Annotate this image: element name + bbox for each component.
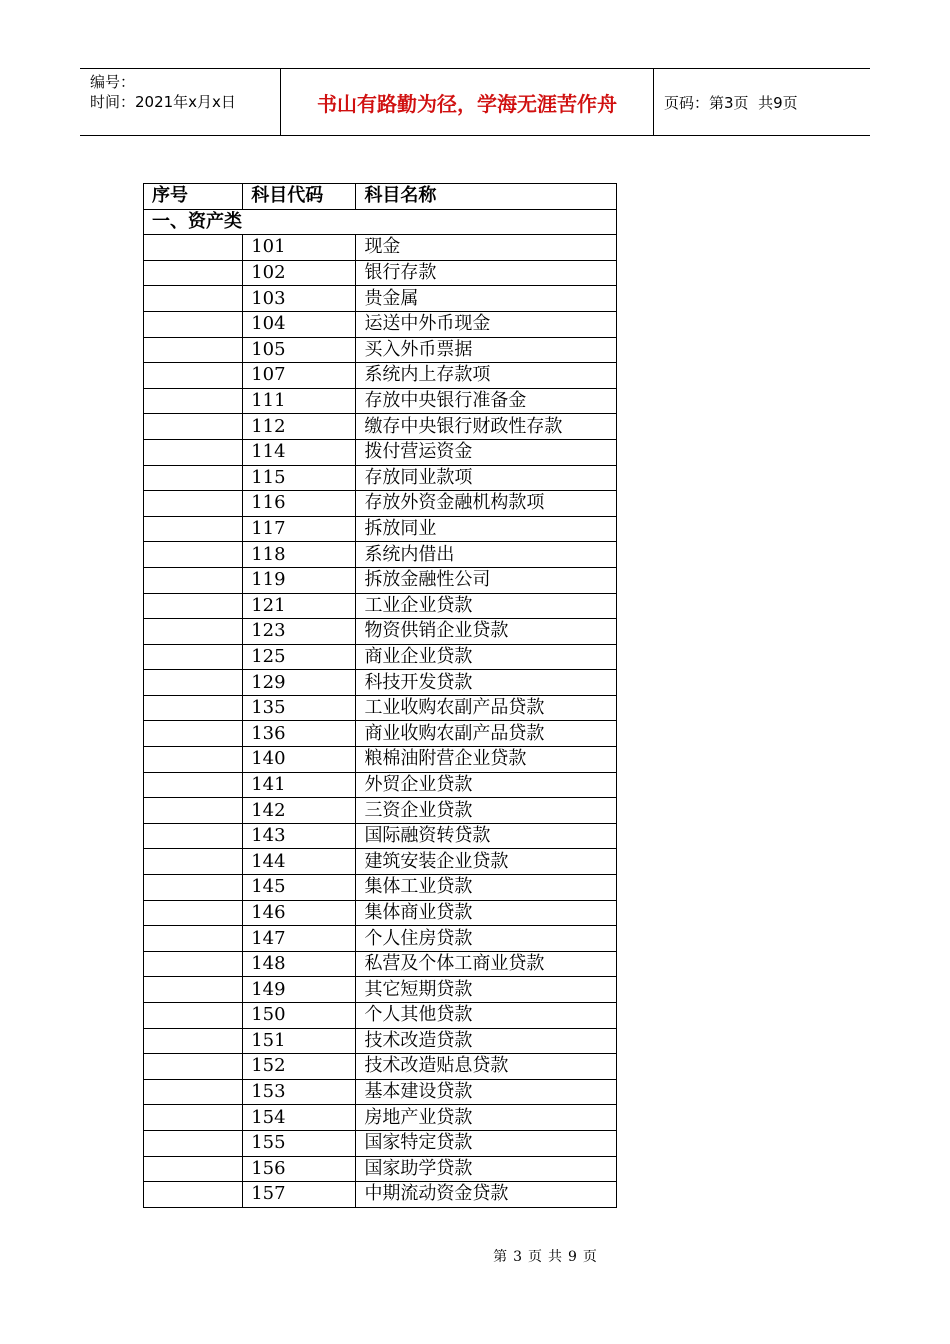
table-row bbox=[144, 516, 617, 542]
row-code-cell: 141 bbox=[243, 772, 356, 798]
table-row bbox=[144, 593, 617, 619]
row-name-cell: 基本建设贷款 bbox=[356, 1079, 617, 1105]
table-row bbox=[144, 542, 617, 568]
row-index-cell bbox=[144, 926, 243, 952]
row-name-cell: 三资企业贷款 bbox=[356, 798, 617, 824]
row-name-cell: 国家特定贷款 bbox=[356, 1130, 617, 1156]
row-name-cell: 集体商业贷款 bbox=[356, 900, 617, 926]
row-code-cell: 152 bbox=[243, 1054, 356, 1080]
table-row bbox=[144, 388, 617, 414]
footer-part: 共 bbox=[548, 1249, 562, 1265]
row-index-cell bbox=[144, 798, 243, 824]
row-code-cell: 150 bbox=[243, 1003, 356, 1029]
table-row bbox=[144, 900, 617, 926]
row-index-cell bbox=[144, 1003, 243, 1029]
row-code-cell: 129 bbox=[243, 670, 356, 696]
page-info-text: 页码：第3页 共9页 bbox=[664, 93, 798, 112]
header-motto: 书山有路勤为径，学海无涯苦作舟 bbox=[281, 69, 654, 135]
row-index-cell bbox=[144, 465, 243, 491]
row-code-cell: 119 bbox=[243, 567, 356, 593]
row-code-cell: 111 bbox=[243, 388, 356, 414]
row-name-cell: 技术改造贴息贷款 bbox=[356, 1054, 617, 1080]
row-name-cell: 建筑安装企业贷款 bbox=[356, 849, 617, 875]
document-time-label: 时间：2021年x月x日 bbox=[90, 93, 236, 111]
row-index-cell bbox=[144, 747, 243, 773]
row-name-cell: 私营及个体工商业贷款 bbox=[356, 951, 617, 977]
row-code-cell: 115 bbox=[243, 465, 356, 491]
table-row bbox=[144, 977, 617, 1003]
row-name-cell: 贵金属 bbox=[356, 286, 617, 312]
row-index-cell bbox=[144, 286, 243, 312]
row-code-cell: 104 bbox=[243, 311, 356, 337]
row-index-cell bbox=[144, 414, 243, 440]
footer-total-pages: 9 bbox=[568, 1249, 577, 1265]
row-code-cell: 136 bbox=[243, 721, 356, 747]
table-row bbox=[144, 439, 617, 465]
row-index-cell bbox=[144, 388, 243, 414]
row-name-cell: 国家助学贷款 bbox=[356, 1156, 617, 1182]
row-index-cell bbox=[144, 1182, 243, 1208]
table-row bbox=[144, 670, 617, 696]
table-row bbox=[144, 1105, 617, 1131]
table-row bbox=[144, 926, 617, 952]
row-index-cell bbox=[144, 1130, 243, 1156]
row-index-cell bbox=[144, 849, 243, 875]
row-name-cell: 粮棉油附营企业贷款 bbox=[356, 747, 617, 773]
row-code-cell: 105 bbox=[243, 337, 356, 363]
header-page-info bbox=[654, 69, 870, 135]
row-index-cell bbox=[144, 1054, 243, 1080]
table-row bbox=[144, 465, 617, 491]
row-code-cell: 148 bbox=[243, 951, 356, 977]
row-code-cell: 151 bbox=[243, 1028, 356, 1054]
row-code-cell: 143 bbox=[243, 823, 356, 849]
column-header-index: 序号 bbox=[144, 184, 243, 210]
row-name-cell: 个人其他贷款 bbox=[356, 1003, 617, 1029]
row-name-cell: 工业企业贷款 bbox=[356, 593, 617, 619]
row-index-cell bbox=[144, 695, 243, 721]
table-row bbox=[144, 695, 617, 721]
row-index-cell bbox=[144, 1028, 243, 1054]
header-meta bbox=[80, 69, 281, 135]
table-row bbox=[144, 849, 617, 875]
row-index-cell bbox=[144, 235, 243, 261]
table-row bbox=[144, 1003, 617, 1029]
table-row bbox=[144, 1130, 617, 1156]
row-code-cell: 121 bbox=[243, 593, 356, 619]
row-name-cell: 拆放金融性公司 bbox=[356, 567, 617, 593]
table-row bbox=[144, 1079, 617, 1105]
row-name-cell: 个人住房贷款 bbox=[356, 926, 617, 952]
page-header bbox=[80, 68, 870, 136]
table-row bbox=[144, 772, 617, 798]
table-row bbox=[144, 875, 617, 901]
row-name-cell: 银行存款 bbox=[356, 260, 617, 286]
row-index-cell bbox=[144, 363, 243, 389]
row-code-cell: 114 bbox=[243, 439, 356, 465]
row-index-cell bbox=[144, 542, 243, 568]
row-code-cell: 146 bbox=[243, 900, 356, 926]
table-row bbox=[144, 491, 617, 517]
row-code-cell: 125 bbox=[243, 644, 356, 670]
section-title: 一、资产类 bbox=[144, 209, 617, 235]
row-name-cell: 商业收购农副产品贷款 bbox=[356, 721, 617, 747]
row-name-cell: 买入外币票据 bbox=[356, 337, 617, 363]
row-name-cell: 其它短期贷款 bbox=[356, 977, 617, 1003]
table-row bbox=[144, 286, 617, 312]
table-row bbox=[144, 1156, 617, 1182]
row-index-cell bbox=[144, 772, 243, 798]
row-index-cell bbox=[144, 951, 243, 977]
row-code-cell: 156 bbox=[243, 1156, 356, 1182]
table-row bbox=[144, 619, 617, 645]
row-code-cell: 154 bbox=[243, 1105, 356, 1131]
row-name-cell: 拨付营运资金 bbox=[356, 439, 617, 465]
row-index-cell bbox=[144, 900, 243, 926]
row-code-cell: 118 bbox=[243, 542, 356, 568]
row-index-cell bbox=[144, 1079, 243, 1105]
row-name-cell: 技术改造贷款 bbox=[356, 1028, 617, 1054]
table-row bbox=[144, 337, 617, 363]
row-index-cell bbox=[144, 593, 243, 619]
row-index-cell bbox=[144, 875, 243, 901]
row-index-cell bbox=[144, 619, 243, 645]
row-code-cell: 140 bbox=[243, 747, 356, 773]
row-index-cell bbox=[144, 260, 243, 286]
row-code-cell: 155 bbox=[243, 1130, 356, 1156]
row-name-cell: 商业企业贷款 bbox=[356, 644, 617, 670]
row-name-cell: 存放中央银行准备金 bbox=[356, 388, 617, 414]
row-name-cell: 运送中外币现金 bbox=[356, 311, 617, 337]
row-index-cell bbox=[144, 491, 243, 517]
table-row bbox=[144, 951, 617, 977]
section-row bbox=[144, 209, 617, 235]
row-index-cell bbox=[144, 977, 243, 1003]
row-name-cell: 外贸企业贷款 bbox=[356, 772, 617, 798]
row-name-cell: 现金 bbox=[356, 235, 617, 261]
row-name-cell: 存放同业款项 bbox=[356, 465, 617, 491]
table-row bbox=[144, 1182, 617, 1208]
row-index-cell bbox=[144, 721, 243, 747]
row-index-cell bbox=[144, 1156, 243, 1182]
row-index-cell bbox=[144, 823, 243, 849]
column-header-code: 科目代码 bbox=[243, 184, 356, 210]
table-row bbox=[144, 235, 617, 261]
row-code-cell: 101 bbox=[243, 235, 356, 261]
row-name-cell: 房地产业贷款 bbox=[356, 1105, 617, 1131]
row-code-cell: 117 bbox=[243, 516, 356, 542]
row-name-cell: 缴存中央银行财政性存款 bbox=[356, 414, 617, 440]
row-name-cell: 拆放同业 bbox=[356, 516, 617, 542]
row-name-cell: 物资供销企业贷款 bbox=[356, 619, 617, 645]
row-code-cell: 103 bbox=[243, 286, 356, 312]
document-number-label: 编号： bbox=[90, 73, 136, 91]
table-row bbox=[144, 1028, 617, 1054]
row-index-cell bbox=[144, 567, 243, 593]
table-row bbox=[144, 823, 617, 849]
table-row bbox=[144, 567, 617, 593]
row-code-cell: 157 bbox=[243, 1182, 356, 1208]
footer-part: 第 bbox=[493, 1249, 508, 1265]
row-code-cell: 144 bbox=[243, 849, 356, 875]
table-row bbox=[144, 311, 617, 337]
row-name-cell: 系统内上存款项 bbox=[356, 363, 617, 389]
footer-current-page: 3 bbox=[513, 1249, 522, 1265]
row-index-cell bbox=[144, 1105, 243, 1131]
row-name-cell: 存放外资金融机构款项 bbox=[356, 491, 617, 517]
row-code-cell: 112 bbox=[243, 414, 356, 440]
table-row bbox=[144, 260, 617, 286]
table-row bbox=[144, 1054, 617, 1080]
row-index-cell bbox=[144, 516, 243, 542]
row-code-cell: 142 bbox=[243, 798, 356, 824]
row-code-cell: 149 bbox=[243, 977, 356, 1003]
footer-part: 页 bbox=[582, 1249, 597, 1265]
table-row bbox=[144, 798, 617, 824]
table-row bbox=[144, 363, 617, 389]
row-name-cell: 国际融资转贷款 bbox=[356, 823, 617, 849]
row-name-cell: 工业收购农副产品贷款 bbox=[356, 695, 617, 721]
table-row bbox=[144, 747, 617, 773]
row-name-cell: 科技开发贷款 bbox=[356, 670, 617, 696]
table-row bbox=[144, 414, 617, 440]
row-code-cell: 135 bbox=[243, 695, 356, 721]
row-index-cell bbox=[144, 337, 243, 363]
row-index-cell bbox=[144, 439, 243, 465]
row-name-cell: 系统内借出 bbox=[356, 542, 617, 568]
account-code-table bbox=[143, 183, 617, 1208]
row-code-cell: 107 bbox=[243, 363, 356, 389]
page-footer bbox=[0, 1246, 950, 1266]
row-name-cell: 中期流动资金贷款 bbox=[356, 1182, 617, 1208]
row-index-cell bbox=[144, 644, 243, 670]
footer-part: 页 bbox=[528, 1249, 542, 1265]
table-row bbox=[144, 644, 617, 670]
row-index-cell bbox=[144, 311, 243, 337]
row-code-cell: 153 bbox=[243, 1079, 356, 1105]
row-code-cell: 147 bbox=[243, 926, 356, 952]
table-header-row bbox=[144, 184, 617, 210]
table-row bbox=[144, 721, 617, 747]
row-name-cell: 集体工业贷款 bbox=[356, 875, 617, 901]
row-index-cell bbox=[144, 670, 243, 696]
row-code-cell: 123 bbox=[243, 619, 356, 645]
row-code-cell: 145 bbox=[243, 875, 356, 901]
row-code-cell: 116 bbox=[243, 491, 356, 517]
row-code-cell: 102 bbox=[243, 260, 356, 286]
column-header-name: 科目名称 bbox=[356, 184, 617, 210]
